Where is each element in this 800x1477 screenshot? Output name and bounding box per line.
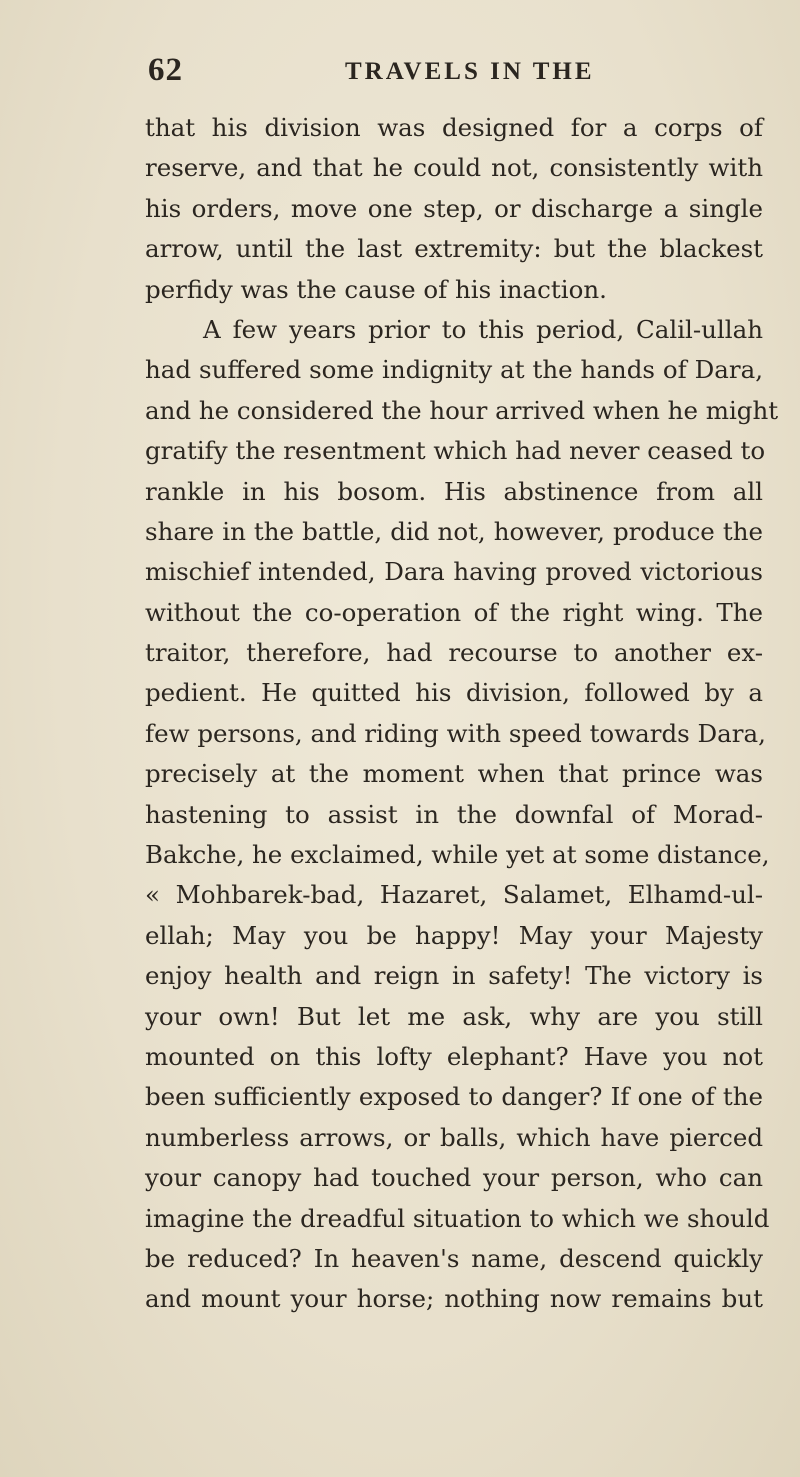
text-line: be reduced? In heaven's name, descend quickly [145, 1243, 763, 1273]
text-line: gratify the resentment which had never ceased to [145, 436, 766, 466]
text-line: numberless arrows, or balls, which have pierced [145, 1122, 763, 1152]
text-line: arrow, until the last extremity: but the blackest [145, 234, 763, 264]
text-line: without the co-operation of the right wing. The [145, 597, 763, 627]
text-line: ellah; May you be happy! May your Majesty [145, 920, 763, 950]
text-line: your canopy had touched your person, who can [145, 1163, 763, 1193]
text-line: and mount your horse; nothing now remains but [145, 1284, 763, 1314]
text-line: mounted on this lofty elephant? Have you not [145, 1041, 763, 1071]
text-line: Bakche, he exclaimed, while yet at some distance, [145, 840, 770, 870]
text-line: your own! But let me ask, why are you still [145, 1001, 763, 1031]
text-line: reserve, and that he could not, consistently with [145, 153, 763, 183]
text-line: pedient. He quitted his division, followed by a [145, 678, 763, 708]
text-line: had suffered some indignity at the hands of Dara, [145, 355, 763, 385]
running-head [0, 52, 800, 92]
text-line: traitor, therefore, had recourse to another ex- [145, 638, 763, 668]
text-line: his orders, move one step, or discharge a single [145, 193, 763, 223]
text-line: perfidy was the cause of his inaction. [145, 274, 607, 304]
text-line: few persons, and riding with speed towards Dara, [145, 718, 766, 748]
page-number: 62 [148, 52, 183, 88]
text-line: « Mohbarek-bad, Hazaret, Salamet, Elhamd-ul- [145, 880, 763, 910]
text-line: and he considered the hour arrived when he might [145, 395, 779, 425]
text-line: been sufficiently exposed to danger? If one of the [145, 1082, 763, 1112]
body-text [145, 108, 779, 1320]
text-line: enjoy health and reign in safety! The victory is [145, 961, 763, 991]
text-line: mischief intended, Dara having proved victorious [145, 557, 763, 587]
text-line: share in the battle, did not, however, produce the [145, 516, 763, 546]
text-line: imagine the dreadful situation to which we should [145, 1203, 770, 1233]
text-line: precisely at the moment when that prince was [145, 759, 763, 789]
text-line: hastening to assist in the downfal of Morad- [145, 799, 763, 829]
text-line: rankle in his bosom. His abstinence from all [145, 476, 763, 506]
running-title: TRAVELS IN THE [345, 58, 595, 85]
text-line: A few years prior to this period, Calil-ullah [203, 314, 763, 344]
text-line: that his division was designed for a corps of [145, 113, 763, 142]
